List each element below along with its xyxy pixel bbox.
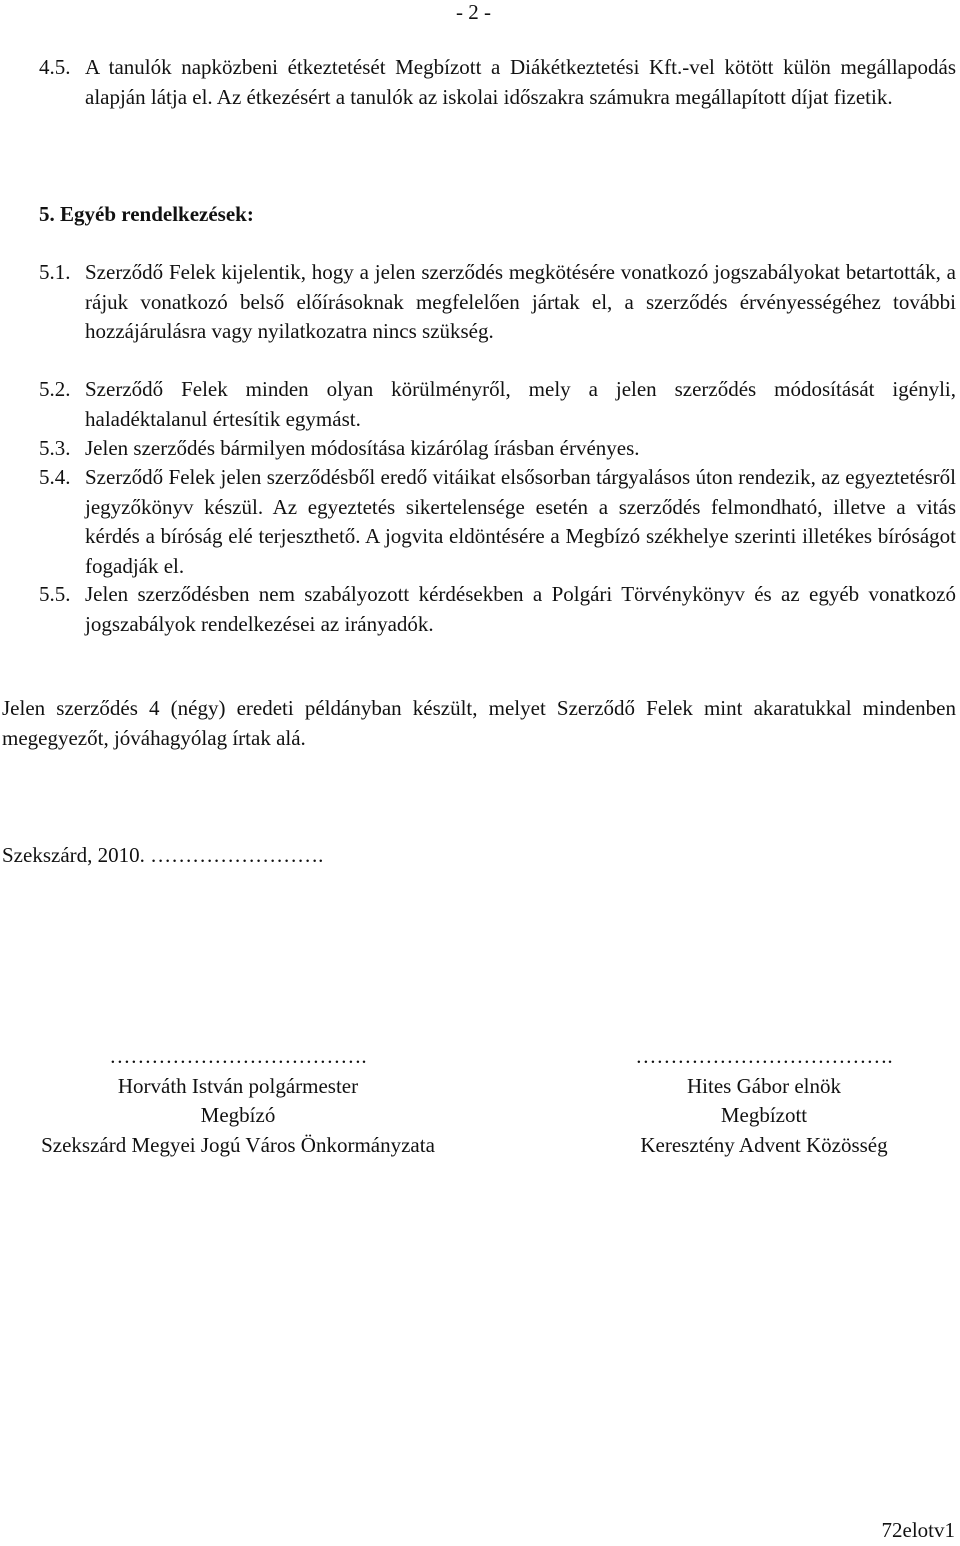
clause-4-5: [39, 53, 956, 112]
section-heading: 5. Egyéb rendelkezések:: [39, 202, 254, 226]
clause-text: A tanulók napközbeni étkeztetését Megbízott a Diákétkeztetési Kft.-vel kötött külön megállapodás alapján látja el. Az étkezésért a tanulók az iskolai időszakra számukra megállapított díjat fizetik.: [85, 55, 956, 109]
clause-5-5: [39, 580, 956, 639]
clause-text: Szerződő Felek kijelentik, hogy a jelen szerződés megkötésére vonatkozó jogszabályokat betartották, a rájuk vonatkozó belső előírásoknak megfelelően jártak el, a szerződés érvényességéhez további hozzájárulásra vagy nyilatkozatra nincs szükség.: [85, 260, 956, 343]
closing-paragraph: Jelen szerződés 4 (négy) eredeti példányban készült, melyet Szerződő Felek mint akaratukkal mindenben megegyezőt, jóváhagyólag írtak alá.: [2, 696, 956, 750]
signature-block-principal: [0, 1042, 476, 1160]
clause-text: Szerződő Felek jelen szerződésből eredő vitáikat elsősorban tárgyalásos úton rendezik, az egyeztetésről jegyzőkönyv készül. Az egyeztetés sikertelensége esetén a szerződés felmondható, illetve a vitás kérdés a bíróság elé terjeszthető. A jogvita eldöntésére a Megbízó székhelye szerinti illetékes bíróságot fogadják el.: [85, 465, 956, 578]
clause-number: 5.4.: [39, 465, 71, 489]
place-and-date: Szekszárd, 2010. …………………….: [2, 843, 324, 867]
clause-text: Szerződő Felek minden olyan körülményről, mely a jelen szerződés módosítását igényli, haladéktalanul értesítik egymást.: [85, 377, 956, 431]
clause-text: Jelen szerződésben nem szabályozott kérdésekben a Polgári Törvénykönyv és az egyéb vonatkozó jogszabályok rendelkezései az irányadók.: [85, 582, 956, 636]
clause-number: 4.5.: [39, 55, 71, 79]
signature-line: ……………………………….: [109, 1044, 367, 1068]
page-number: - 2 -: [456, 0, 491, 24]
clause-number: 5.5.: [39, 582, 71, 606]
signatory-role: Megbízott: [720, 1103, 808, 1127]
signature-line: ……………………………….: [635, 1044, 893, 1068]
clause-text: Jelen szerződés bármilyen módosítása kizárólag írásban érvényes.: [85, 436, 640, 460]
signatory-organization: Keresztény Advent Közösség: [640, 1132, 888, 1157]
signature-block-agent: [583, 1042, 945, 1160]
signatory-organization: Szekszárd Megyei Jogú Város Önkormányzata: [41, 1132, 435, 1157]
document-code: 72elotv1: [881, 1518, 955, 1542]
clause-number: 5.2.: [39, 377, 71, 401]
clause-5-2: [39, 375, 956, 434]
signatory-name: Horváth István polgármester: [117, 1073, 359, 1098]
signatory-role: Megbízó: [200, 1103, 276, 1127]
signatory-name: Hites Gábor elnök: [687, 1073, 841, 1098]
clause-number: 5.3.: [39, 436, 71, 460]
clause-number: 5.1.: [39, 260, 71, 284]
clause-5-4: [39, 463, 956, 581]
clause-5-1: [39, 258, 956, 347]
clause-5-3: [39, 434, 956, 464]
